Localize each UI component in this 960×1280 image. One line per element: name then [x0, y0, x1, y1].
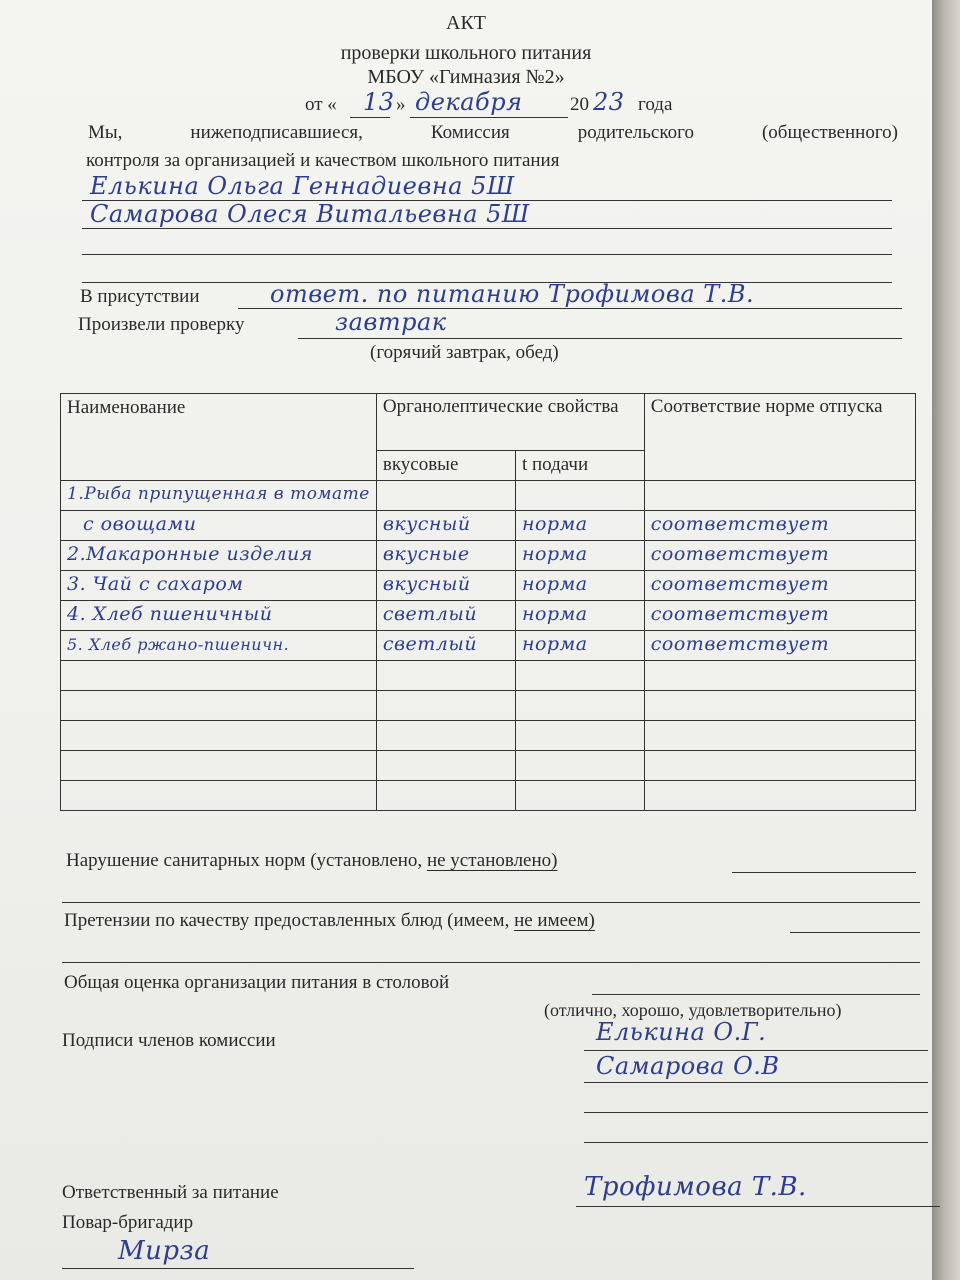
presence-value: ответ. по питанию Трофимова Т.В.	[270, 280, 755, 308]
intro-line-2: контроля за организацией и качеством школьного питания	[86, 150, 560, 171]
row-name: 2.Макаронные изделия	[61, 541, 377, 571]
header-temp: t подачи	[515, 451, 644, 481]
table-row-empty	[61, 691, 916, 721]
sanitary-line: Нарушение санитарных норм (установлено, не установлено)	[66, 850, 558, 871]
page-edge	[932, 0, 960, 1280]
responsible-value: Трофимова Т.В.	[584, 1172, 807, 1202]
member-1: Елькина Ольга Геннадиевна 5Ш	[90, 172, 515, 200]
date-year-prefix: 20	[570, 94, 589, 115]
sanitary-selected: не установлено)	[426, 850, 558, 871]
row-taste: вкусные	[376, 541, 515, 571]
intro-line-1: Мы, нижеподписавшиеся, Комиссия родительского (общественного)	[88, 122, 898, 143]
row-norm: соответствует	[644, 631, 915, 661]
row-norm: соответствует	[644, 571, 915, 601]
doc-title: АКТ	[446, 12, 486, 34]
header-organoleptic: Органолептические свойства	[376, 394, 644, 451]
row-temp: норма	[515, 511, 644, 541]
inspection-table	[60, 393, 916, 811]
row-name: 5. Хлеб ржано-пшеничн.	[61, 631, 377, 661]
header-taste: вкусовые	[376, 451, 515, 481]
table-row	[61, 631, 916, 661]
row-taste: вкусный	[376, 511, 515, 541]
date-prefix: от «	[305, 94, 337, 115]
row-temp: норма	[515, 541, 644, 571]
date-day: 13	[363, 88, 395, 116]
header-name: Наименование	[61, 394, 377, 481]
row-name: 4. Хлеб пшеничный	[61, 601, 377, 631]
signature-1: Елькина О.Г.	[596, 1018, 767, 1046]
date-suffix: года	[638, 94, 673, 115]
table-row	[61, 481, 916, 511]
table-row	[61, 511, 916, 541]
cook-signature: Мирза	[118, 1236, 211, 1266]
row-norm: соответствует	[644, 601, 915, 631]
responsible-label: Ответственный за питание	[62, 1182, 279, 1203]
row-temp: норма	[515, 571, 644, 601]
inspection-label: Произвели проверку	[78, 314, 245, 335]
claims-selected: не имеем)	[514, 910, 595, 931]
row-taste: светлый	[376, 631, 515, 661]
overall-hint: (отлично, хорошо, удовлетворительно)	[544, 1000, 842, 1020]
signatures-label: Подписи членов комиссии	[62, 1030, 276, 1051]
row-taste: светлый	[376, 601, 515, 631]
doc-subtitle: проверки школьного питания	[340, 42, 592, 64]
inspection-value: завтрак	[335, 308, 447, 336]
table-row-empty	[61, 661, 916, 691]
row-norm: соответствует	[644, 511, 915, 541]
date-year-suffix: 23	[593, 88, 625, 116]
member-2: Самарова Олеся Витальевна 5Ш	[90, 200, 530, 228]
signature-2: Самарова О.В	[596, 1052, 780, 1080]
table-row-empty	[61, 721, 916, 751]
row-temp: норма	[515, 601, 644, 631]
overall-line: Общая оценка организации питания в столовой	[64, 972, 450, 993]
table-row	[61, 601, 916, 631]
row-taste: вкусный	[376, 571, 515, 601]
date-month: декабря	[415, 88, 523, 116]
claims-line: Претензии по качеству предоставленных блюд (имеем, не имеем)	[64, 910, 595, 931]
cook-label: Повар-бригадир	[62, 1212, 194, 1233]
row-temp: норма	[515, 631, 644, 661]
date-sep: »	[396, 94, 406, 115]
row-name: 3. Чай с сахаром	[61, 571, 377, 601]
table-row	[61, 541, 916, 571]
school-name: МБОУ «Гимназия №2»	[367, 66, 565, 88]
table-row	[61, 571, 916, 601]
row-name: 1.Рыба припущенная в томате	[61, 481, 377, 511]
table-row-empty	[61, 751, 916, 781]
table-row-empty	[61, 781, 916, 811]
inspection-hint: (горячий завтрак, обед)	[370, 342, 559, 363]
presence-label: В присутствии	[80, 286, 200, 307]
row-name-cont: с овощами	[61, 511, 377, 541]
row-norm: соответствует	[644, 541, 915, 571]
header-norm: Соответствие норме отпуска	[644, 394, 915, 481]
